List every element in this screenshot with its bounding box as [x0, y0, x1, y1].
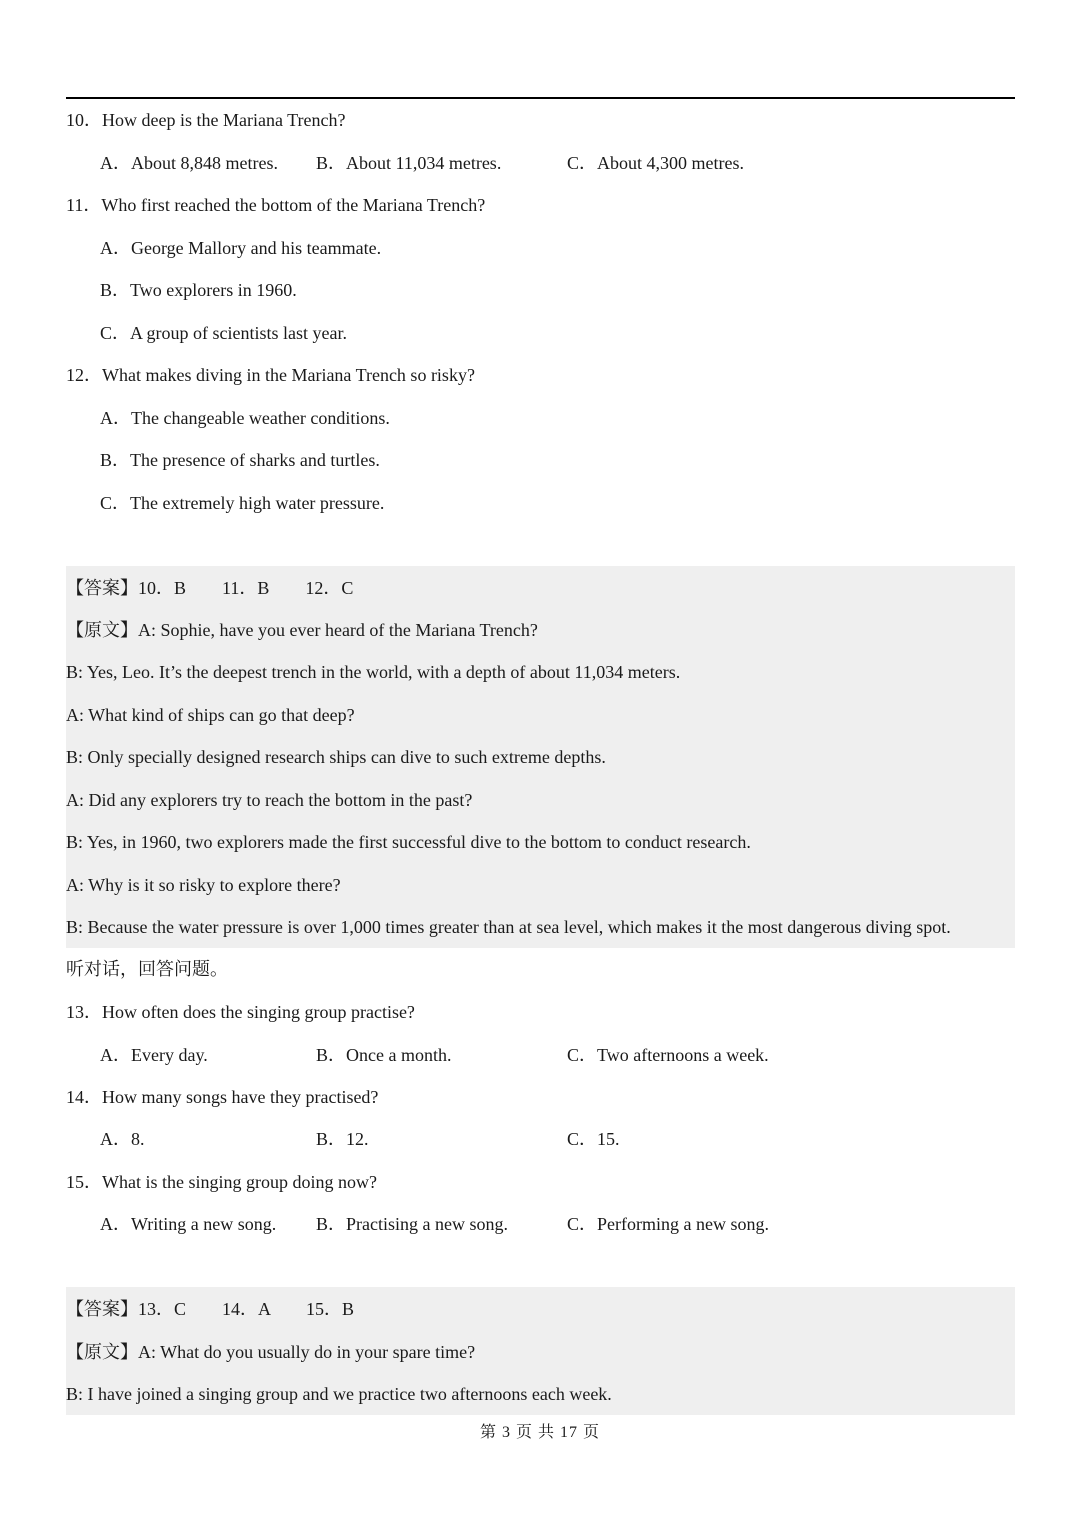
q10-option-c: C．About 4,300 metres.	[567, 153, 744, 173]
answer-key-1: 【答案】10．B 11．B 12．C	[66, 578, 354, 598]
q11-option-c: C．A group of scientists last year.	[100, 323, 347, 343]
q10-option-a: A．About 8,848 metres.	[100, 153, 278, 173]
question-13: 13．How often does the singing group practise?	[66, 1002, 415, 1022]
q12-option-b: B．The presence of sharks and turtles.	[100, 450, 380, 470]
q14-option-b: B．12.	[316, 1129, 369, 1149]
q14-option-a: A．8.	[100, 1129, 145, 1149]
question-15: 15．What is the singing group doing now?	[66, 1172, 377, 1192]
answer-key-2: 【答案】13．C 14．A 15．B	[66, 1299, 355, 1319]
transcript-line: 【原文】A: What do you usually do in your spare time?	[66, 1342, 476, 1362]
q15-option-a: A．Writing a new song.	[100, 1214, 277, 1234]
q13-option-c: C．Two afternoons a week.	[567, 1045, 769, 1065]
q13-option-a: A．Every day.	[100, 1045, 208, 1065]
q10-option-b: B．About 11,034 metres.	[316, 153, 502, 173]
q14-option-c: C．15.	[567, 1129, 620, 1149]
transcript-line: 【原文】A: Sophie, have you ever heard of the Mariana Trench?	[66, 620, 538, 640]
q11-option-a: A．George Mallory and his teammate.	[100, 238, 382, 258]
transcript-line: B: Because the water pressure is over 1,000 times greater than at sea level, which makes it the most dangerous diving spot.	[66, 917, 951, 937]
transcript-line: B: Yes, in 1960, two explorers made the first successful dive to the bottom to conduct research.	[66, 832, 751, 852]
transcript-line: A: Why is it so risky to explore there?	[66, 875, 341, 895]
transcript-line: A: Did any explorers try to reach the bottom in the past?	[66, 790, 473, 810]
section-instruction: 听对话，回答问题。	[66, 959, 228, 979]
transcript-line: B: I have joined a singing group and we practice two afternoons each week.	[66, 1384, 612, 1404]
q15-option-c: C．Performing a new song.	[567, 1214, 769, 1234]
q12-option-a: A．The changeable weather conditions.	[100, 408, 390, 428]
header-rule	[66, 97, 1015, 99]
question-10: 10．How deep is the Mariana Trench?	[66, 110, 346, 130]
q13-option-b: B．Once a month.	[316, 1045, 452, 1065]
transcript-line: B: Only specially designed research ships can dive to such extreme depths.	[66, 747, 606, 767]
question-14: 14．How many songs have they practised?	[66, 1087, 379, 1107]
q15-option-b: B．Practising a new song.	[316, 1214, 508, 1234]
question-11: 11．Who first reached the bottom of the Mariana Trench?	[66, 195, 486, 215]
q12-option-c: C．The extremely high water pressure.	[100, 493, 385, 513]
question-12: 12．What makes diving in the Mariana Trench so risky?	[66, 365, 475, 385]
transcript-line: B: Yes, Leo. It’s the deepest trench in the world, with a depth of about 11,034 meters.	[66, 662, 681, 682]
q11-option-b: B．Two explorers in 1960.	[100, 280, 297, 300]
transcript-line: A: What kind of ships can go that deep?	[66, 705, 355, 725]
page-number: 第 3 页 共 17 页	[479, 1424, 600, 1441]
